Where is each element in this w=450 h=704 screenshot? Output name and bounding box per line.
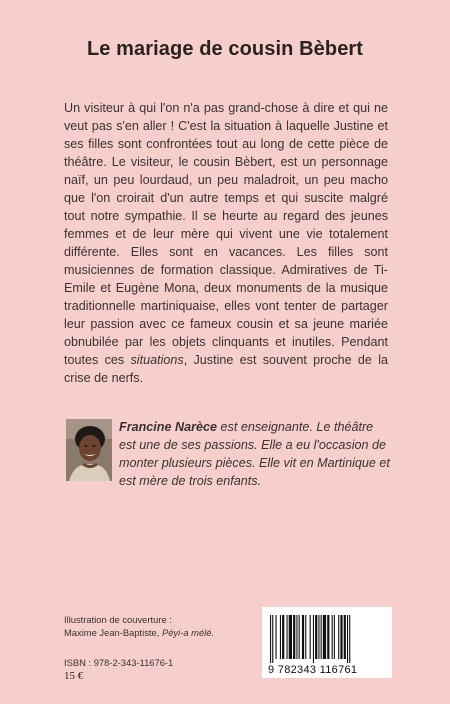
barcode-bar <box>299 615 300 659</box>
barcode-bar <box>296 615 297 659</box>
credit-artwork: Péyi-a mélé. <box>161 626 215 638</box>
summary-emphasis: situations <box>130 353 184 367</box>
barcode-bar <box>280 615 281 659</box>
barcode-bar <box>305 615 306 659</box>
credit-artist: Maxime Jean-Baptiste, <box>64 626 162 638</box>
barcode-bar <box>289 615 292 659</box>
barcode-bar <box>315 615 317 659</box>
barcode-bars <box>270 615 384 663</box>
barcode-bar <box>344 615 346 659</box>
credit-line <box>64 627 264 640</box>
summary-text-part2: , Justine est souvent proche de la crise de nerfs. <box>64 353 388 385</box>
barcode-digits: 9 782343 116761 <box>268 664 358 676</box>
barcode-bar <box>321 615 322 659</box>
price: 15 € <box>64 670 84 682</box>
barcode <box>262 607 392 678</box>
barcode-bar <box>276 615 277 659</box>
barcode-bar <box>332 615 333 659</box>
barcode-bar <box>310 615 311 659</box>
barcode-bar <box>349 615 350 663</box>
barcode-bar <box>282 615 284 659</box>
barcode-bar <box>334 615 335 659</box>
barcode-bar <box>318 615 319 659</box>
credit-label: Illustration de couverture : <box>64 614 172 625</box>
book-title: Le mariage de cousin Bèbert <box>86 38 364 60</box>
cover-illustration-credit <box>64 614 264 639</box>
barcode-bar <box>340 615 342 659</box>
barcode-bar <box>338 615 339 659</box>
summary-text-part1: Un visiteur à qui l'on n'a pas grand-chose à dire et qui ne veut pas s'en aller ! C'est la situation à laquelle Justine et ses filles sont confrontées tout au long de cette pièce de théâtre. Le visiteur, le cousin Bèbert, est un personnage naïf, un peu lourdaud, un peu maladroit, un peu macho que l'on croirait d'un autre temps et qui suscite malgré tout notre sympathie. Il se heurte au regard des jeunes femmes et de leur mère qui vivent une vie totalement différente. Elles sont en vacances. Les filles sont musiciennes de formation classique. Admiratives de Ti-Emile et Eugène Mona, deux monuments de la musique traditionnelle martiniquaise, elles vont tenter de partager leur passion avec ce fameux cousin et sa jeune mariée obnubilée par les objets clinquants et inutiles. Pendant toutes ces <box>64 101 388 367</box>
barcode-bar <box>272 615 273 663</box>
barcode-bar <box>347 615 348 663</box>
author-name: Francine Narèce <box>119 420 218 434</box>
barcode-bar <box>270 615 271 663</box>
barcode-bar <box>302 615 304 659</box>
back-cover-summary <box>64 99 388 387</box>
barcode-bar <box>327 615 329 659</box>
barcode-bar <box>287 615 288 659</box>
author-photo <box>66 419 112 481</box>
barcode-bar <box>293 615 295 659</box>
author-bio-text: est enseignante. Le théâtre est une de ses passions. Elle a eu l'occasion de monter plusieurs pièces. Elle vit en Martinique et est mère de trois enfants. <box>119 420 390 488</box>
author-bio <box>119 418 391 490</box>
barcode-bar <box>313 615 314 663</box>
barcode-bar <box>323 615 326 659</box>
isbn: ISBN : 978-2-343-11676-1 <box>64 657 174 668</box>
